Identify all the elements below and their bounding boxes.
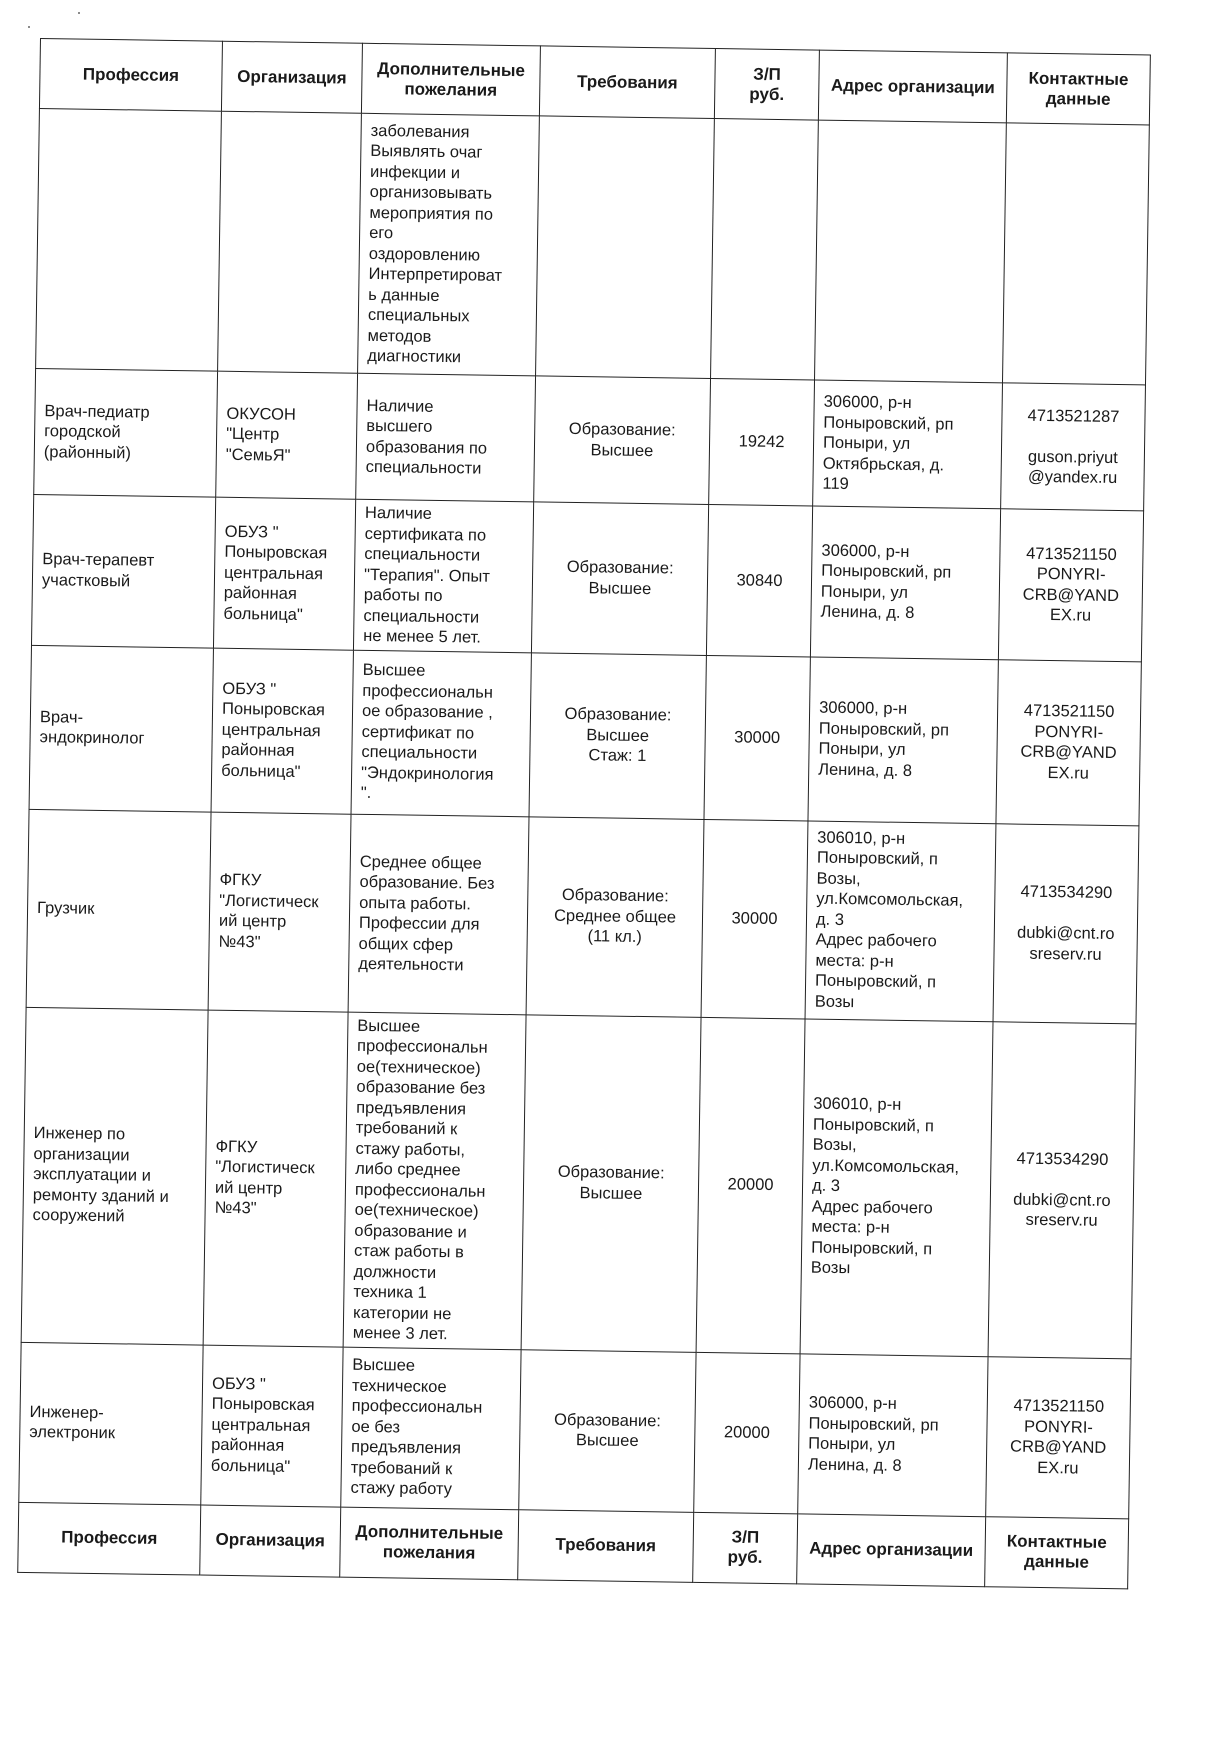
cell-empty	[218, 111, 362, 373]
header-organization: Организация	[221, 41, 362, 113]
cell-empty	[36, 108, 222, 371]
cell-requirements: Образование: Высшее Стаж: 1	[529, 652, 706, 819]
cell-wishes: Среднее общее образование. Без опыта работы. Профессии для общих сфер деятельности	[348, 814, 529, 1015]
cell-wishes: Высшее профессиональн ое образование , сертификат по специальности "Эндокринология ".	[351, 650, 531, 817]
cell-wishes: Высшее техническое профессиональн ое без предъявления требований к стажу работу	[341, 1347, 521, 1510]
cell-salary: 19242	[709, 378, 815, 506]
scan-speck	[78, 12, 80, 14]
cell-profession: Врач-педиатр городской (районный)	[34, 368, 218, 497]
header-requirements: Требования	[539, 46, 715, 119]
header-address: Адрес организации	[797, 1513, 986, 1586]
cell-profession: Грузчик	[26, 809, 211, 1010]
cell-wishes: Наличие сертификата по специальности "Терапия". Опыт работы по специальности не менее 5 лет.	[353, 499, 533, 652]
cell-contacts: 4713521287 guson.priyut @yandex.ru	[1001, 383, 1146, 511]
vacancy-table	[17, 38, 1151, 1589]
table-row	[31, 494, 1143, 661]
cell-organization: ОБУЗ " Поныровская центральная районная больница"	[211, 648, 353, 814]
header-address: Адрес организации	[818, 50, 1007, 123]
cell-requirements: Образование: Высшее	[521, 1014, 701, 1352]
cell-wishes: Высшее профессиональн ое(техническое) образование без предъявления требований к стажу работы, либо среднее профессиональн ое(техническое) образование и стаж работы в должности техника 1 категории не менее 3 лет.	[343, 1012, 526, 1350]
header-contacts: Контактные данные	[1006, 53, 1150, 125]
cell-organization: ОБУЗ " Поныровская центральная районная больница"	[213, 497, 355, 650]
cell-address: 306010, р-н Поныровский, п Возы, ул.Комсомольская, д. 3 Адрес рабочего места: р-н Поныровский, п Возы	[800, 1018, 993, 1356]
header-profession: Профессия	[39, 39, 222, 112]
cell-salary: 30000	[701, 819, 808, 1019]
header-wishes: Дополнительные пожелания	[340, 1507, 519, 1580]
cell-empty	[711, 119, 819, 381]
cell-requirements: Образование: Среднее общее (11 кл.)	[526, 816, 704, 1017]
cell-address: 306000, р-н Поныровский, рп Поныри, ул Ленина, д. 8	[808, 656, 998, 823]
cell-organization: ОБУЗ " Поныровская центральная районная больница"	[201, 1345, 343, 1507]
cell-organization: ОКУСОН "Центр "СемьЯ"	[216, 371, 358, 499]
cell-profession: Врач-терапевт участковый	[31, 494, 215, 647]
table-row	[19, 1342, 1131, 1518]
cell-empty	[1002, 123, 1149, 385]
cell-organization: ФГКУ "Логистическ ий центр №43"	[208, 812, 351, 1012]
cell-address: 306010, р-н Поныровский, п Возы, ул.Комсомольская, д. 3 Адрес рабочего места: р-н Поныровский, п Возы	[805, 820, 996, 1021]
header-requirements: Требования	[518, 1509, 694, 1582]
header-wishes: Дополнительные пожелания	[361, 43, 540, 116]
continuation-row	[36, 108, 1150, 384]
cell-empty	[536, 116, 715, 379]
cell-profession: Инженер- электроник	[19, 1342, 203, 1505]
cell-salary: 30000	[704, 655, 810, 821]
table-row	[21, 1007, 1136, 1358]
header-organization: Организация	[200, 1505, 341, 1577]
table-row	[34, 368, 1146, 510]
cell-address: 306000, р-н Поныровский, рп Поныри, ул Ленина, д. 8	[798, 1353, 988, 1516]
cell-requirements: Образование: Высшее	[534, 376, 711, 505]
cell-wishes: заболевания Выявлять очаг инфекции и организовывать мероприятия по его оздоровлению Интерпретироват ь данные специальных методов диагностики	[358, 113, 540, 376]
cell-profession: Врач- эндокринолог	[29, 645, 213, 812]
cell-contacts: 4713521150 PONYRI- CRB@YAND EX.ru	[986, 1356, 1131, 1518]
cell-address: 306000, р-н Поныровский, рп Поныри, ул Ленина, д. 8	[810, 506, 1000, 659]
cell-contacts: 4713521150 PONYRI- CRB@YAND EX.ru	[998, 509, 1143, 662]
header-salary: З/П руб.	[714, 49, 819, 121]
header-profession: Профессия	[18, 1502, 201, 1575]
cell-contacts: 4713534290 dubki@cnt.ro sreserv.ru	[988, 1021, 1136, 1358]
scan-speck	[28, 26, 30, 28]
cell-address: 306000, р-н Поныровский, рп Поныри, ул Октябрьская, д. 119	[813, 380, 1003, 509]
cell-contacts: 4713534290 dubki@cnt.ro sreserv.ru	[993, 823, 1139, 1023]
cell-empty	[815, 120, 1007, 383]
cell-contacts: 4713521150 PONYRI- CRB@YAND EX.ru	[996, 659, 1141, 825]
cell-organization: ФГКУ "Логистическ ий центр №43"	[203, 1010, 348, 1347]
cell-profession: Инженер по организации эксплуатации и ремонту зданий и сооружений	[21, 1007, 208, 1345]
table-row	[29, 645, 1141, 825]
cell-wishes: Наличие высшего образования по специальности	[356, 373, 536, 502]
header-contacts: Контактные данные	[985, 1516, 1129, 1588]
cell-salary: 30840	[706, 504, 812, 656]
table-row	[26, 809, 1139, 1023]
cell-requirements: Образование: Высшее	[519, 1349, 696, 1512]
cell-salary: 20000	[696, 1017, 805, 1354]
cell-salary: 20000	[694, 1352, 800, 1514]
cell-requirements: Образование: Высшее	[531, 502, 708, 655]
header-salary: З/П руб.	[693, 1512, 798, 1584]
